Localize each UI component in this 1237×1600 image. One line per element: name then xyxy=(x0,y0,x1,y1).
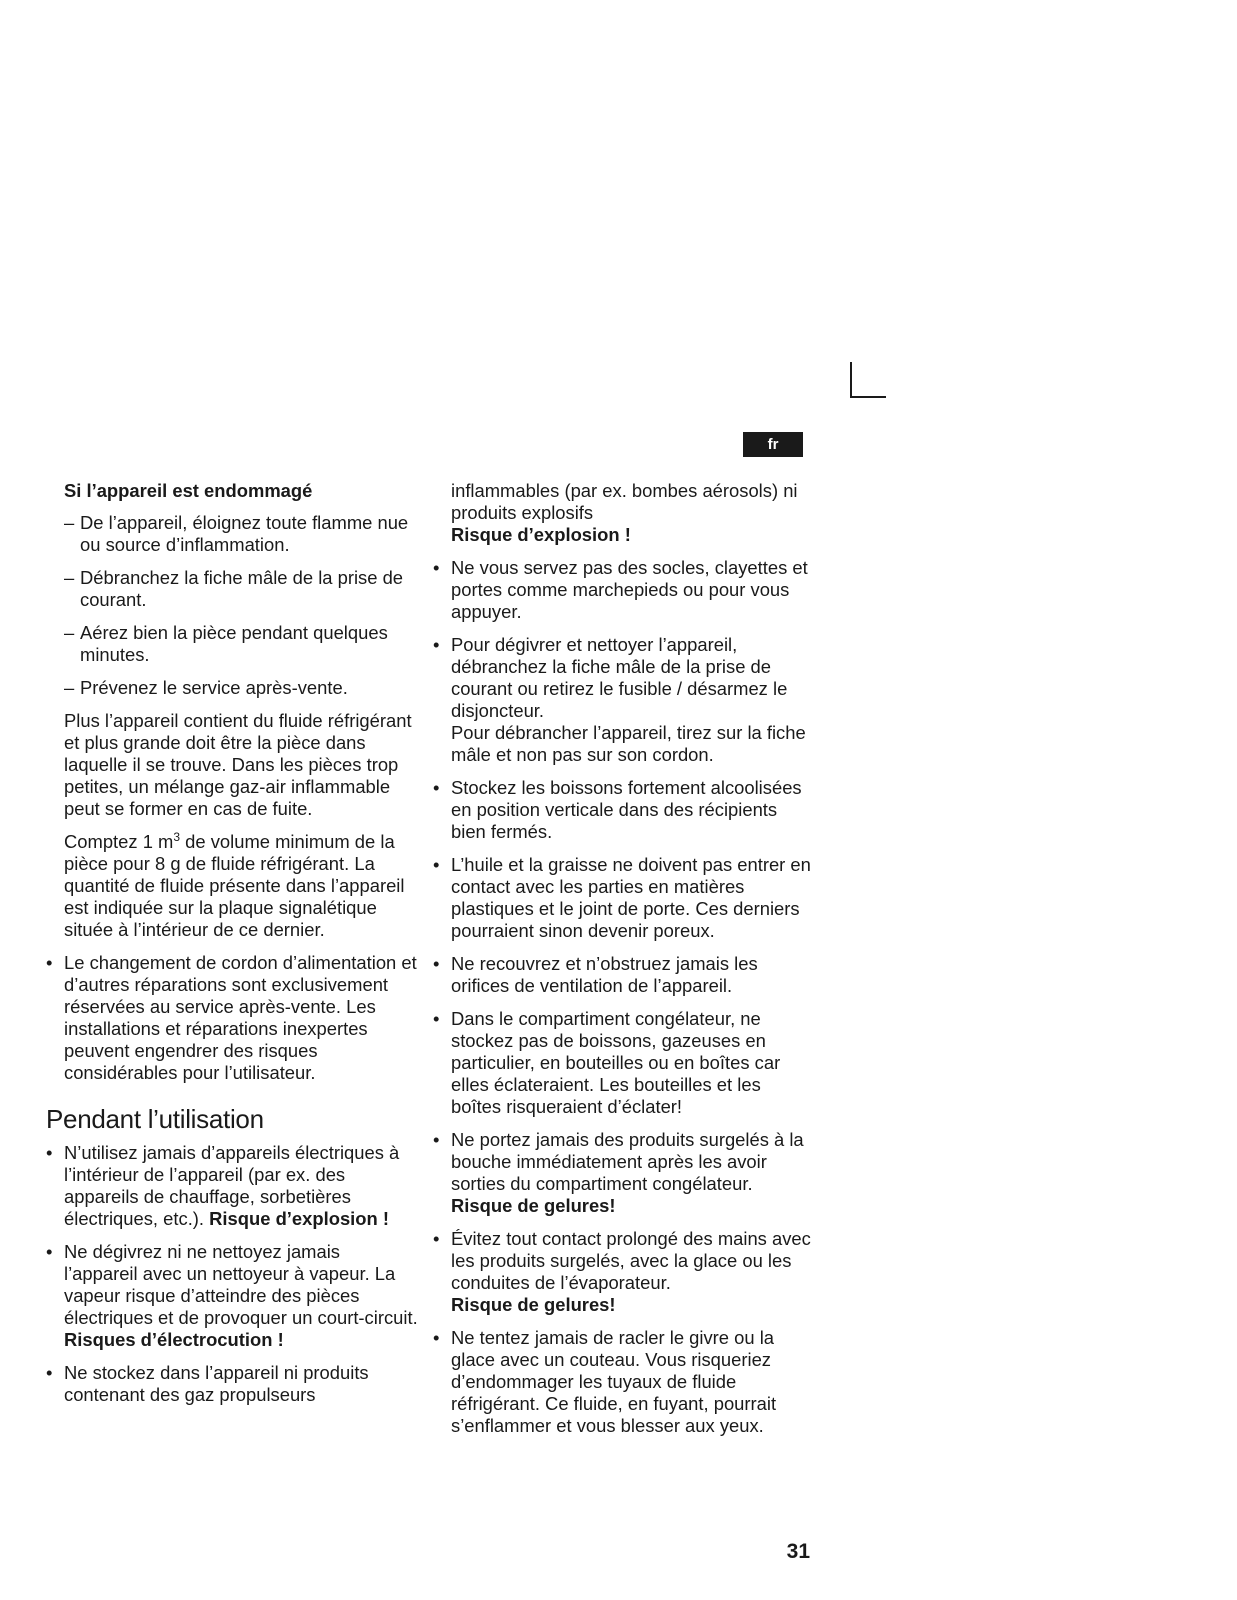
dash-item xyxy=(46,677,418,699)
dash-marker: – xyxy=(64,677,75,698)
continued-item xyxy=(433,480,813,546)
page-number: 31 xyxy=(786,1540,810,1563)
bullet-shelves-text: Ne vous servez pas des socles, clayettes et portes comme marchepieds ou pour vous appuyer. xyxy=(451,557,808,622)
bullet-item xyxy=(433,1129,813,1217)
dash-item-text: De l’appareil, éloignez toute flamme nue ou source d’inflammation. xyxy=(80,512,409,555)
bullet-item xyxy=(433,1228,813,1316)
volume-superscript: 3 xyxy=(173,829,181,844)
language-tab: fr xyxy=(743,432,803,457)
warning-explosion: Risque d’explosion ! xyxy=(209,1208,389,1229)
paragraph-room-size: Plus l’appareil contient du fluide réfrigérant et plus grande doit être la pièce dans laquelle il se trouve. Dans les pièces trop petites, un mélange gaz-air inflammable peut se former en cas de fuite. xyxy=(64,710,412,819)
bullet-item xyxy=(46,1241,418,1351)
bullet-marker: • xyxy=(433,634,440,655)
bullet-alcohol-text: Stockez les boissons fortement alcoolisées en position verticale dans des récipients bien fermés. xyxy=(451,777,802,842)
bullet-marker: • xyxy=(433,557,440,578)
bullet-item xyxy=(433,854,813,942)
bullet-oil-text: L’huile et la graisse ne doivent pas entrer en contact avec les parties en matières plastiques et le joint de porte. Ces derniers pourraient sinon devenir poreux. xyxy=(451,854,811,941)
dash-item-text: Prévenez le service après-vente. xyxy=(80,677,348,698)
bullet-marker: • xyxy=(433,1008,440,1029)
bullet-contact-text: Évitez tout contact prolongé des mains avec les produits surgelés, avec la glace ou les conduites de l’évaporateur. xyxy=(451,1228,811,1293)
right-column xyxy=(433,480,813,1448)
bullet-item xyxy=(433,1008,813,1118)
dash-item xyxy=(46,622,418,666)
volume-text-end: de volume minimum de la pièce pour 8 g de fluide réfrigérant. La quantité de fluide présente dans l’appareil est indiquée sur la plaque signalétique située à l’intérieur de ce dernier. xyxy=(64,831,405,940)
subheading-damaged: Si l’appareil est endommagé xyxy=(64,480,313,501)
bullet-marker: • xyxy=(433,1228,440,1249)
bullet-item xyxy=(46,1362,418,1406)
dash-item xyxy=(46,512,418,556)
dash-marker: – xyxy=(64,512,75,533)
bullet-item xyxy=(433,953,813,997)
bullet-marker: • xyxy=(433,953,440,974)
warning-frostbite: Risque de gelures! xyxy=(451,1294,616,1315)
volume-text-start: Comptez 1 m xyxy=(64,831,174,852)
bullet-marker: • xyxy=(433,1327,440,1348)
bullet-marker: • xyxy=(433,777,440,798)
bullet-item xyxy=(433,1327,813,1437)
section-heading: Pendant l’utilisation xyxy=(46,1104,264,1134)
dash-item-text: Aérez bien la pièce pendant quelques minutes. xyxy=(80,622,388,665)
bullet-marker: • xyxy=(433,1129,440,1150)
bullet-item xyxy=(433,557,813,623)
dash-item-text: Débranchez la fiche mâle de la prise de courant. xyxy=(80,567,404,610)
bullet-marker: • xyxy=(433,854,440,875)
bullet-item xyxy=(433,634,813,766)
bullet-marker: • xyxy=(46,1362,53,1383)
left-column xyxy=(46,480,418,1417)
bullet-marker: • xyxy=(46,952,53,973)
dash-item xyxy=(46,567,418,611)
bullet-frozen-text: Ne portez jamais des produits surgelés à la bouche immédiatement après les avoir sorties du compartiment congélateur. xyxy=(451,1129,804,1194)
bullet-repair-text: Le changement de cordon d’alimentation et d’autres réparations sont exclusivement réservées au service après-vente. Les installations et réparations inexpertes peuvent engendrer des risques considérables pour l’utilisateur. xyxy=(64,952,417,1083)
bullet-marker: • xyxy=(46,1241,53,1262)
dash-marker: – xyxy=(64,622,75,643)
warning-electrocution: Risques d’électrocution ! xyxy=(64,1329,284,1350)
bullet-store-text: Ne stockez dans l’appareil ni produits contenant des gaz propulseurs xyxy=(64,1362,369,1405)
bullet-electric-text: N’utilisez jamais d’appareils électriques à l’intérieur de l’appareil (par ex. des appareils de chauffage, sorbetières électriques, etc.). xyxy=(64,1142,400,1229)
warning-explosion: Risque d’explosion ! xyxy=(451,524,631,545)
bullet-vent-text: Ne recouvrez et n’obstruez jamais les orifices de ventilation de l’appareil. xyxy=(451,953,758,996)
bullet-unplug-text: Pour débrancher l’appareil, tirez sur la fiche mâle et non pas sur son cordon. xyxy=(451,722,806,765)
continued-text: inflammables (par ex. bombes aérosols) ni produits explosifs xyxy=(451,480,798,523)
bullet-item xyxy=(433,777,813,843)
bullet-item xyxy=(46,952,418,1084)
bullet-freezer-text: Dans le compartiment congélateur, ne stockez pas de boissons, gazeuses en particulier, en bouteilles ou en boîtes car elles éclateraient. Les bouteilles et les boîtes risqueraient d’éclater! xyxy=(451,1008,781,1117)
bullet-item xyxy=(46,1142,418,1230)
bullet-scrape-text: Ne tentez jamais de racler le givre ou la glace avec un couteau. Vous risqueriez d’endommager les tuyaux de fluide réfrigérant. Ce fluide, en fuyant, pourrait s’enflammer et vous blesser aux yeux. xyxy=(451,1327,777,1436)
warning-frostbite: Risque de gelures! xyxy=(451,1195,616,1216)
bullet-steam-text: Ne dégivrez ni ne nettoyez jamais l’appareil avec un nettoyeur à vapeur. La vapeur risque d’atteindre des pièces électriques et de provoquer un court-circuit. xyxy=(64,1241,418,1328)
bullet-marker: • xyxy=(46,1142,53,1163)
crop-mark xyxy=(850,362,886,398)
dash-marker: – xyxy=(64,567,75,588)
paragraph-volume xyxy=(46,831,418,941)
bullet-defrost-text: Pour dégivrer et nettoyer l’appareil, débranchez la fiche mâle de la prise de courant ou retirez le fusible / désarmez le disjoncteur. xyxy=(451,634,788,721)
